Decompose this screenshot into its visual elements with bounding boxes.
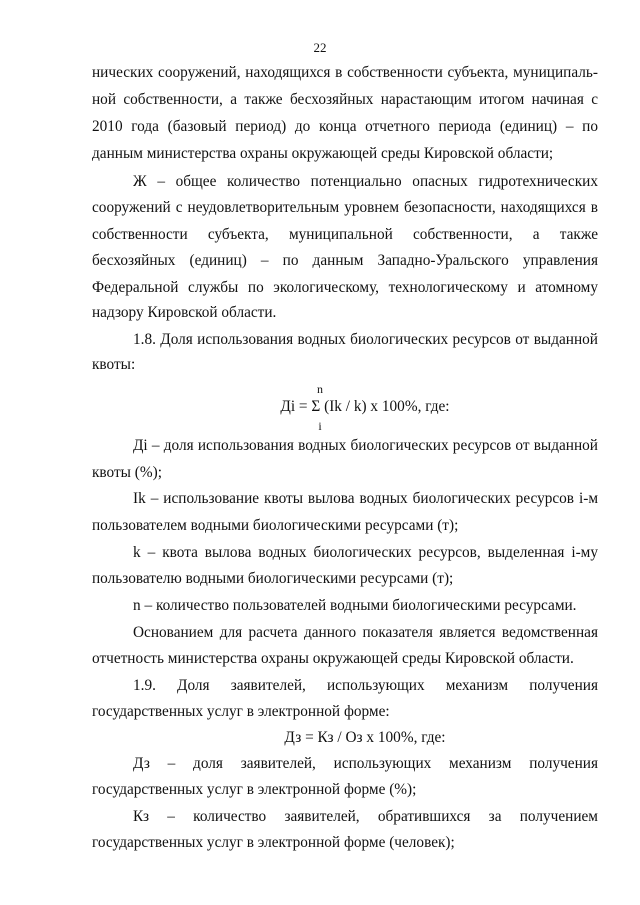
text-line: 1.9. Доля заявителей, использующих механизм получения	[133, 677, 598, 694]
text-line: Ik – использование квоты вылова водных биологических ресурсов i-м	[133, 490, 598, 507]
text-line: данным министерства охраны окружающей среды Кировской области;	[92, 145, 554, 162]
text-line: Кз – количество заявителей, обратившихся за получением	[133, 808, 598, 825]
formula: Дi = Σ (Ik / k) х 100%, где:	[280, 398, 450, 415]
text-line: государственных услуг в электронной форме:	[92, 703, 390, 720]
text-line: сооружений с неудовлетворительным уровнем безопасности, находящихся в	[92, 199, 598, 216]
text-line: пользователем водными биологическими ресурсами (т);	[92, 517, 459, 534]
text-line: государственных услуг в электронной форме (человек);	[92, 834, 455, 851]
text-line: 2010 года (базовый период) до конца отчетного периода (единиц) – по	[92, 118, 598, 135]
text-line: Дз – доля заявителей, использующих механизм получения	[133, 755, 598, 772]
formula-lower-limit: i	[318, 419, 322, 433]
text-line: Федеральной службы по экологическому, технологическому и атомному	[92, 279, 598, 296]
text-line: Дi – доля использования водных биологических ресурсов от выданной	[133, 437, 598, 454]
text-line: бесхозяйных (единиц) – по данным Западно-Уральского управления	[92, 252, 598, 269]
text-line: пользователю водными биологическими ресурсами (т);	[92, 570, 454, 587]
formula-upper-limit: n	[317, 382, 323, 396]
formula: Дз = Кз / Оз х 100%, где:	[284, 729, 446, 746]
text-line: квоты:	[92, 356, 136, 373]
text-line: надзору Кировской области.	[92, 304, 277, 321]
text-line: отчетность министерства охраны окружающей среды Кировской области.	[92, 650, 574, 667]
text-line: собственности субъекта, муниципальной собственности, а также	[92, 226, 598, 243]
text-line: Основанием для расчета данного показателя является ведомственная	[133, 624, 598, 641]
text-line: государственных услуг в электронной форме (%);	[92, 781, 417, 798]
text-line: нических сооружений, находящихся в собственности субъекта, муниципаль-	[92, 64, 598, 81]
text-line: k – квота вылова водных биологических ресурсов, выделенная i-му	[133, 544, 598, 561]
text-line: 1.8. Доля использования водных биологических ресурсов от выданной	[133, 331, 598, 348]
text-line: n – количество пользователей водными биологическими ресурсами.	[133, 597, 577, 614]
text-line: Ж – общее количество потенциально опасных гидротехнических	[133, 173, 598, 190]
page-number: 22	[313, 40, 327, 55]
text-line: квоты (%);	[92, 464, 162, 481]
text-line: ной собственности, а также бесхозяйных нарастающим итогом начиная с	[92, 91, 598, 108]
